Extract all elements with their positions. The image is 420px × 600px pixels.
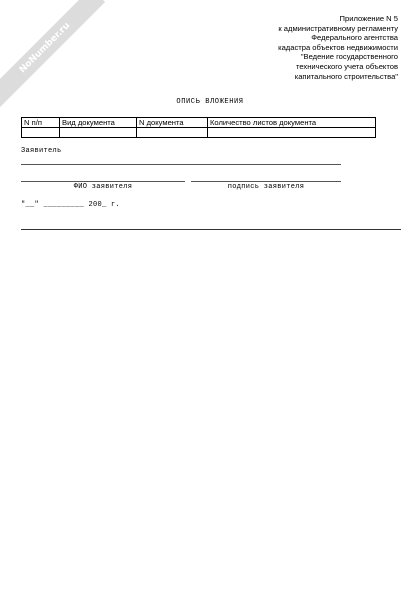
table-cell — [22, 128, 60, 138]
appendix-line: к административному регламенту — [278, 23, 398, 33]
document-title: ОПИСЬ ВЛОЖЕНИЯ — [176, 98, 244, 106]
table-cell — [137, 128, 208, 138]
applicant-label: Заявитель — [21, 147, 62, 155]
appendix-line: технического учета объектов — [295, 61, 398, 71]
date-line: "__" _________ 200_ г. — [21, 201, 121, 209]
appendix-line: капитального строительства" — [294, 71, 398, 81]
appendix-block — [198, 14, 398, 81]
appendix-line: кадастра объектов недвижимости — [278, 42, 398, 52]
header-cell-number: N п/п — [22, 118, 60, 128]
fio-line — [21, 181, 185, 182]
signature-line — [191, 181, 341, 182]
table-row — [22, 128, 376, 138]
inventory-table — [21, 117, 376, 138]
appendix-line: Приложение N 5 — [339, 14, 398, 23]
table-cell — [60, 128, 137, 138]
table-cell — [208, 128, 376, 138]
appendix-line: "Ведение государственного — [300, 52, 398, 62]
fio-caption: ФИО заявителя — [73, 183, 133, 191]
table-header-row — [22, 118, 376, 128]
bottom-separator — [21, 229, 401, 230]
appendix-line: Федерального агентства — [311, 33, 398, 43]
watermark-banner: NoNumber.ru — [0, 0, 105, 108]
header-cell-sheet-count: Количество листов документа — [208, 118, 376, 128]
header-cell-doc-type: Вид документа — [60, 118, 137, 128]
signature-caption: подпись заявителя — [227, 183, 305, 191]
header-cell-doc-number: N документа — [137, 118, 208, 128]
applicant-line — [21, 164, 341, 165]
